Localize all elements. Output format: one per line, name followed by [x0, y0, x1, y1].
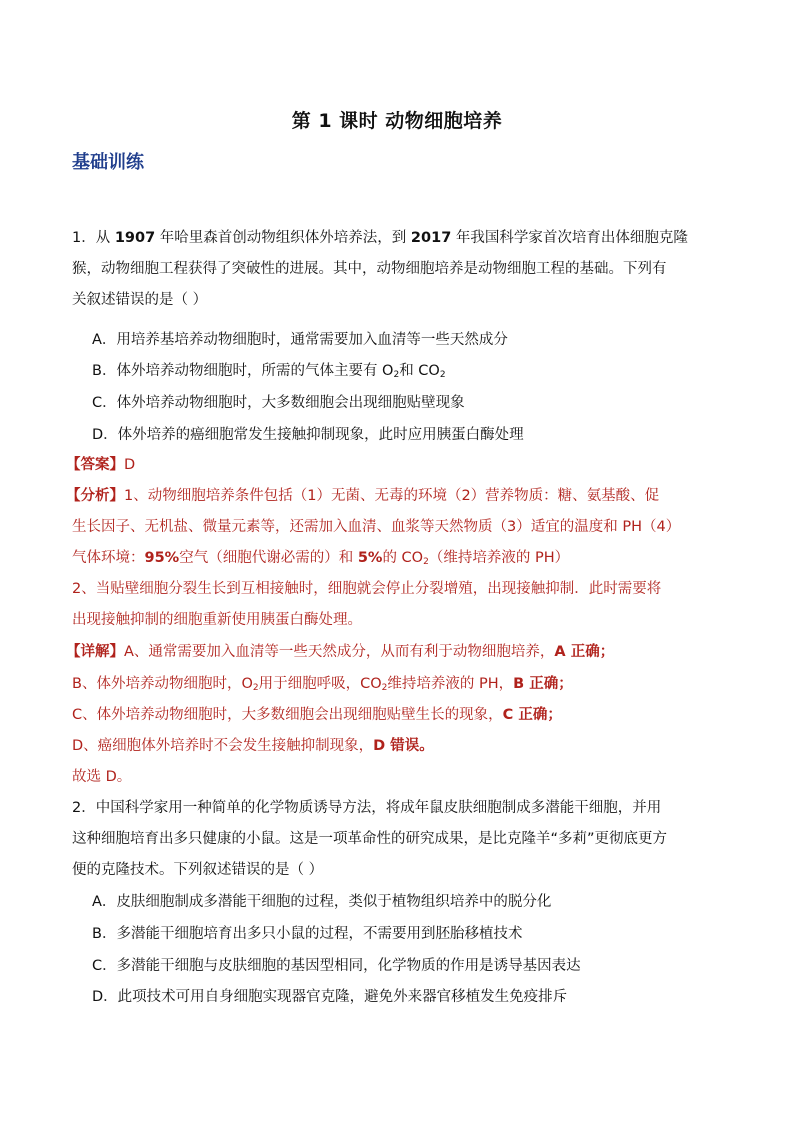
q1-detail-line-2: B、体外培养动物细胞时，$O_2$用于细胞呼吸，$CO_2$维持培养液的 PH，B 正确；	[72, 676, 573, 693]
q2-option-b: B．多潜能干细胞培育出多只小鼠的过程，不需要用到胚胎移植技术	[92, 926, 523, 942]
q1-analysis-line-3: 气体环境：95%空气（细胞代谢必需的）和 5%的 $CO_2$（维持培养液的 PH）	[72, 550, 570, 567]
q1-detail-line-3: C、体外培养动物细胞时，大多数细胞会出现细胞贴壁生长的现象，C 正确；	[72, 707, 562, 723]
q1-stem-line-3: 关叙述错误的是（ ）	[72, 292, 208, 308]
q1-analysis-line-4: 2、当贴壁细胞分裂生长到互相接触时，细胞就会停止分裂增殖，出现接触抑制．此时需要将	[72, 581, 662, 597]
q1-detail-line-1: 【详解】A、通常需要加入血清等一些天然成分，从而有利于动物细胞培养，A 正确；	[66, 644, 615, 660]
q2-stem-line-3: 便的克隆技术。下列叙述错误的是（ ）	[72, 862, 324, 878]
q1-option-a: A．用培养基培养动物细胞时，通常需要加入血清等一些天然成分	[92, 332, 508, 348]
section-heading: 基础训练	[72, 152, 144, 173]
q1-stem-line-1: 1．从 1907 年哈里森首创动物组织体外培养法，到 2017 年我国科学家首次培育出体细胞克隆	[72, 230, 688, 246]
q1-option-d: D．体外培养的癌细胞常发生接触抑制现象，此时应用胰蛋白酶处理	[92, 427, 524, 443]
q2-stem-line-2: 这种细胞培育出多只健康的小鼠。这是一项革命性的研究成果，是比克隆羊“多莉”更彻底更方	[72, 831, 668, 847]
q1-analysis-line-1: 【分析】1、动物细胞培养条件包括（1）无菌、无毒的环境（2）营养物质：糖、氨基酸、促	[66, 488, 660, 504]
q1-option-c: C．体外培养动物细胞时，大多数细胞会出现细胞贴壁现象	[92, 395, 465, 411]
q2-option-d: D．此项技术可用自身细胞实现器官克隆，避免外来器官移植发生免疫排斥	[92, 989, 568, 1005]
q1-answer: 【答案】D	[66, 457, 136, 473]
q1-stem-line-2: 猴，动物细胞工程获得了突破性的进展。其中，动物细胞培养是动物细胞工程的基础。下列有	[72, 261, 667, 277]
q2-option-a: A．皮肤细胞制成多潜能干细胞的过程，类似于植物组织培养中的脱分化	[92, 894, 552, 910]
q1-analysis-line-2: 生长因子、无机盐、微量元素等，还需加入血清、血浆等天然物质（3）适宜的温度和 PH（4）	[72, 519, 681, 535]
q1-detail-line-4: D、癌细胞体外培养时不会发生接触抑制现象，D 错误。	[72, 738, 434, 754]
q1-detail-line-5: 故选 D。	[72, 769, 132, 785]
q2-option-c: C．多潜能干细胞与皮肤细胞的基因型相同，化学物质的作用是诱导基因表达	[92, 958, 581, 974]
q2-stem-line-1: 2．中国科学家用一种简单的化学物质诱导方法，将成年鼠皮肤细胞制成多潜能干细胞，并用	[72, 800, 662, 816]
q1-option-b: B．体外培养动物细胞时，所需的气体主要有 $O_2$和 $CO_2$	[92, 363, 446, 380]
page-title: 第 1 课时 动物细胞培养	[291, 110, 503, 132]
q1-analysis-line-5: 出现接触抑制的细胞重新使用胰蛋白酶处理。	[72, 612, 362, 628]
